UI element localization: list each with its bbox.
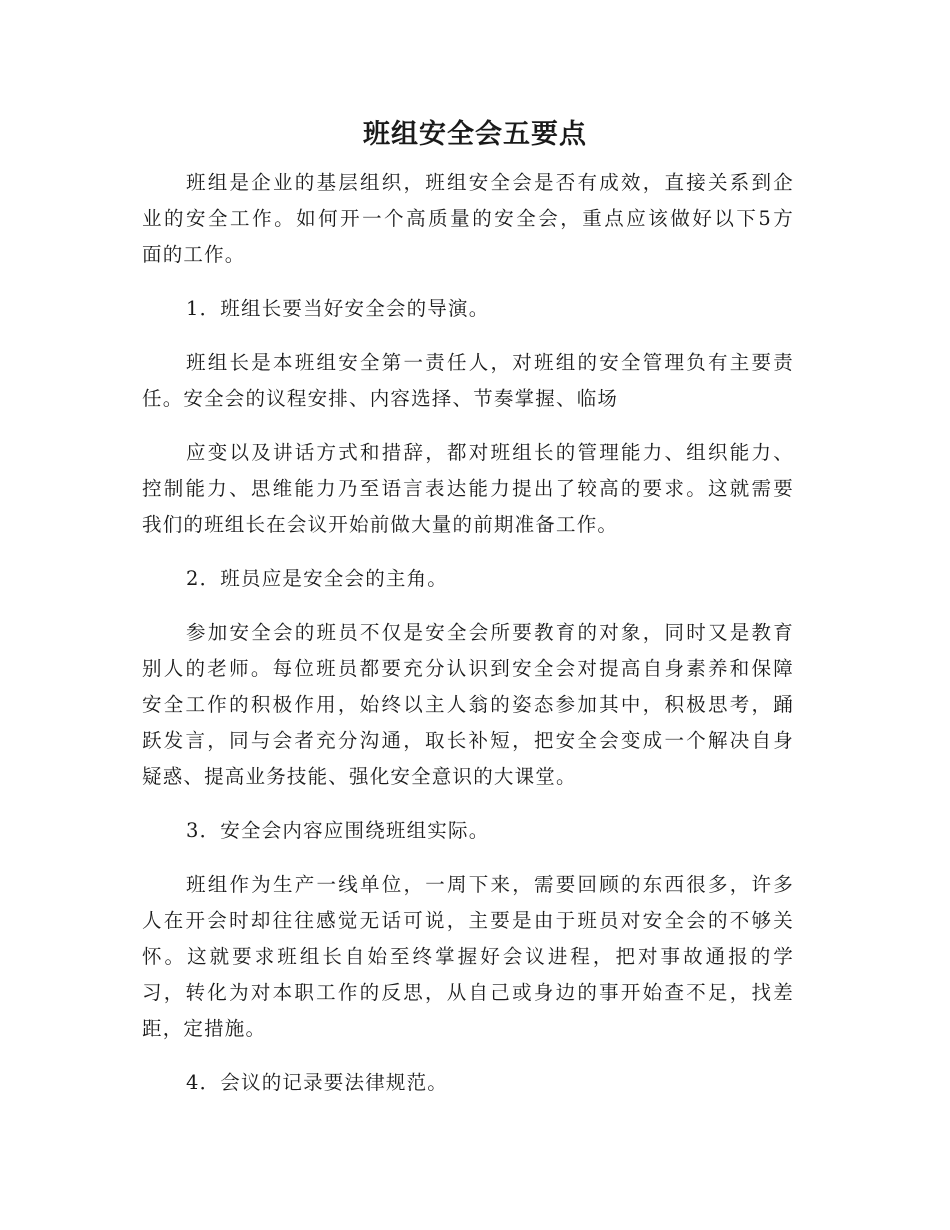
paragraph-line: 别人的老师。每位班员都要充分认识到安全会对提高自身素养和保障: [142, 657, 794, 680]
paragraph-line: 怀。这就要求班组长自始至终掌握好会议进程，把对事故通报的学: [142, 945, 794, 968]
paragraph-line: 班组是企业的基层组织，班组安全会是否有成效，直接关系到企: [186, 171, 794, 194]
section-heading-2: 2．班员应是安全会的主角。: [186, 567, 449, 590]
paragraph-line: 跃发言，同与会者充分沟通，取长补短，把安全会变成一个解决自身: [142, 729, 794, 752]
section-heading-3: 3．安全会内容应围绕班组实际。: [186, 819, 490, 842]
section-heading-1: 1．班组长要当好安全会的导演。: [186, 297, 490, 320]
paragraph-line: 习，转化为对本职工作的反思，从自己或身边的事开始查不足，找差: [142, 981, 794, 1004]
section-heading-4: 4．会议的记录要法律规范。: [186, 1071, 449, 1094]
paragraph-line: 疑惑、提高业务技能、强化安全意识的大课堂。: [142, 765, 577, 788]
paragraph-line: 参加安全会的班员不仅是安全会所要教育的对象，同时又是教育: [186, 621, 794, 644]
paragraph-line: 业的安全工作。如何开一个高质量的安全会，重点应该做好以下5方: [142, 207, 794, 230]
paragraph-line: 控制能力、思维能力乃至语言表达能力提出了较高的要求。这就需要: [142, 477, 794, 500]
document-title: 班组安全会五要点: [363, 119, 587, 150]
paragraph-line: 我们的班组长在会议开始前做大量的前期准备工作。: [142, 513, 619, 536]
paragraph-line: 班组长是本班组安全第一责任人，对班组的安全管理负有主要责: [186, 351, 794, 374]
paragraph-line: 距，定措施。: [142, 1017, 267, 1040]
paragraph-line: 任。安全会的议程安排、内容选择、节奏掌握、临场: [142, 387, 619, 410]
paragraph-line: 人在开会时却往往感觉无话可说，主要是由于班员对安全会的不够关: [142, 909, 794, 932]
paragraph-line: 安全工作的积极作用，始终以主人翁的姿态参加其中，积极思考，踊: [142, 693, 794, 716]
paragraph-line: 班组作为生产一线单位，一周下来，需要回顾的东西很多，许多: [186, 873, 794, 896]
paragraph-line: 面的工作。: [142, 243, 246, 266]
paragraph-line: 应变以及讲话方式和措辞，都对班组长的管理能力、组织能力、: [186, 441, 794, 464]
